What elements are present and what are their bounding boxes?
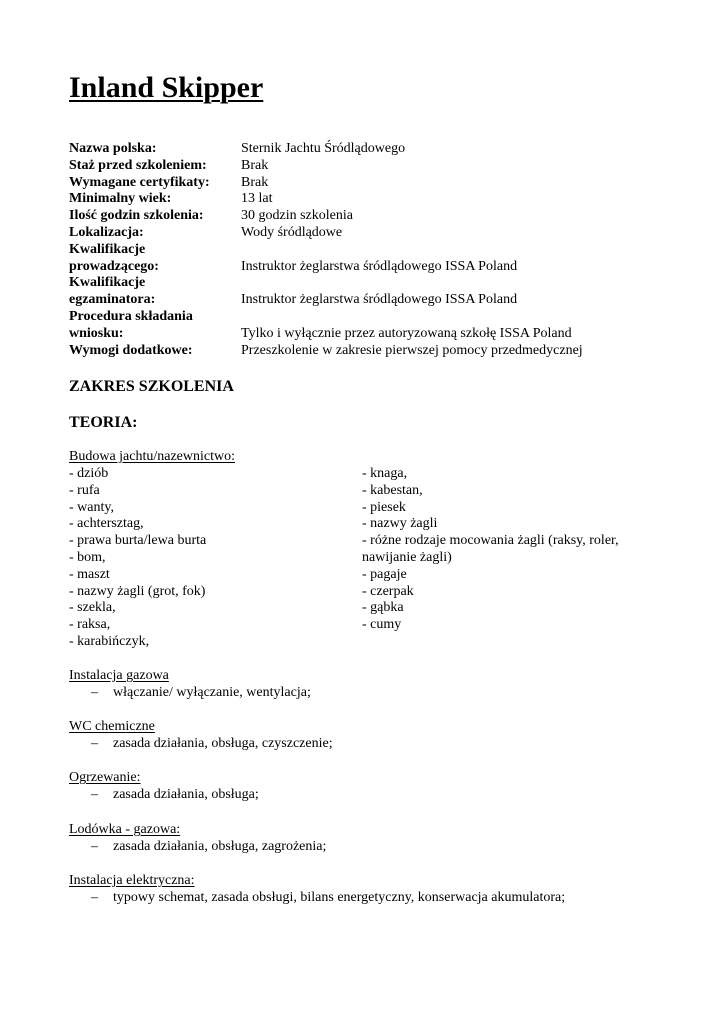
info-label: Ilość godzin szkolenia: bbox=[69, 208, 204, 224]
dash-bullet: – bbox=[91, 786, 98, 802]
info-label: Procedura składania wniosku: bbox=[69, 308, 193, 341]
list-item: - achtersztag, bbox=[69, 516, 144, 532]
course-info-table bbox=[69, 141, 669, 359]
info-value: Przeszkolenie w zakresie pierwszej pomocy przedmedycznej bbox=[241, 342, 583, 358]
section-heading: Lodówka - gazowa: bbox=[69, 822, 181, 837]
list-item: - czerpak bbox=[362, 583, 414, 599]
list-item: - cumy bbox=[362, 617, 402, 633]
list-item: - knaga, bbox=[362, 466, 408, 481]
list-item: - rufa bbox=[69, 482, 100, 498]
list-item: - pagaje bbox=[362, 566, 407, 582]
dash-bullet: – bbox=[91, 889, 98, 905]
info-label: Kwalifikacje egzaminatora: bbox=[69, 275, 156, 308]
dash-bullet: – bbox=[91, 735, 98, 751]
dash-bullet: – bbox=[91, 838, 98, 854]
section-wc-chemiczne bbox=[69, 719, 333, 753]
dash-bullet: – bbox=[91, 684, 98, 700]
list-item: – zasada działania, obsługa, czyszczenie; bbox=[91, 735, 333, 751]
list-item: - różne rodzaje mocowania żagli (raksy, roler, nawijanie żagli) bbox=[362, 533, 619, 565]
info-row bbox=[69, 191, 669, 208]
info-value: 13 lat bbox=[241, 191, 273, 207]
list-item: - dziób bbox=[69, 466, 109, 481]
info-row bbox=[69, 208, 669, 225]
info-row bbox=[69, 175, 669, 192]
info-value: Instruktor żeglarstwa śródlądowego ISSA Poland bbox=[241, 258, 518, 274]
list-item: – włączanie/ wyłączanie, wentylacja; bbox=[91, 684, 311, 700]
zakres-heading: ZAKRES SZKOLENIA bbox=[69, 378, 234, 395]
list-item: - prawa burta/lewa burta bbox=[69, 533, 207, 549]
info-value: Brak bbox=[241, 157, 269, 173]
list-item: - maszt bbox=[69, 566, 110, 582]
section-heading: WC chemiczne bbox=[69, 719, 155, 734]
list-item: - kabestan, bbox=[362, 482, 423, 498]
budowa-list-right bbox=[362, 466, 652, 634]
info-label: Staż przed szkoleniem: bbox=[69, 157, 207, 173]
page-title: Inland Skipper bbox=[69, 71, 264, 104]
info-value: 30 godzin szkolenia bbox=[241, 208, 353, 224]
info-row bbox=[69, 275, 669, 309]
list-item: - gąbka bbox=[362, 600, 404, 616]
info-label: Lokalizacja: bbox=[69, 224, 144, 240]
info-label: Kwalifikacje prowadzącego: bbox=[69, 241, 159, 274]
info-value: Wody śródlądowe bbox=[241, 224, 343, 240]
list-item: - raksa, bbox=[69, 617, 111, 633]
list-item: - wanty, bbox=[69, 499, 114, 515]
info-label: Minimalny wiek: bbox=[69, 191, 172, 207]
list-item: - nazwy żagli bbox=[362, 516, 438, 532]
info-row bbox=[69, 225, 669, 242]
section-heading: Instalacja elektryczna: bbox=[69, 873, 195, 888]
list-item: - piesek bbox=[362, 499, 406, 515]
list-item: - karabińczyk, bbox=[69, 633, 150, 649]
section-instalacja-gazowa bbox=[69, 668, 311, 702]
info-label: Nazwa polska: bbox=[69, 141, 157, 156]
list-item: – zasada działania, obsługa; bbox=[91, 786, 259, 802]
section-ogrzewanie bbox=[69, 770, 259, 804]
list-item: – zasada działania, obsługa, zagrożenia; bbox=[91, 838, 327, 854]
info-row bbox=[69, 242, 669, 276]
info-row bbox=[69, 309, 669, 343]
section-heading: Ogrzewanie: bbox=[69, 770, 141, 785]
list-item: - bom, bbox=[69, 549, 106, 565]
teoria-heading: TEORIA: bbox=[69, 414, 138, 431]
info-row bbox=[69, 158, 669, 175]
info-label: Wymagane certyfikaty: bbox=[69, 174, 210, 190]
section-heading: Instalacja gazowa bbox=[69, 668, 169, 683]
list-item: – typowy schemat, zasada obsługi, bilans energetyczny, konserwacja akumulatora; bbox=[91, 889, 566, 905]
info-row bbox=[69, 141, 669, 158]
list-item: - szekla, bbox=[69, 600, 116, 616]
info-value: Instruktor żeglarstwa śródlądowego ISSA Poland bbox=[241, 292, 518, 308]
info-row bbox=[69, 343, 669, 360]
budowa-heading: Budowa jachtu/nazewnictwo: bbox=[69, 449, 236, 464]
info-value: Tylko i wyłącznie przez autoryzowaną szkołę ISSA Poland bbox=[241, 325, 572, 341]
info-value: Sternik Jachtu Śródlądowego bbox=[241, 141, 406, 156]
section-lodowka bbox=[69, 822, 326, 856]
info-label: Wymogi dodatkowe: bbox=[69, 342, 193, 358]
section-instalacja-elektryczna bbox=[69, 873, 565, 907]
budowa-list-left bbox=[69, 466, 206, 651]
info-value: Brak bbox=[241, 174, 269, 190]
list-item: - nazwy żagli (grot, fok) bbox=[69, 583, 206, 599]
